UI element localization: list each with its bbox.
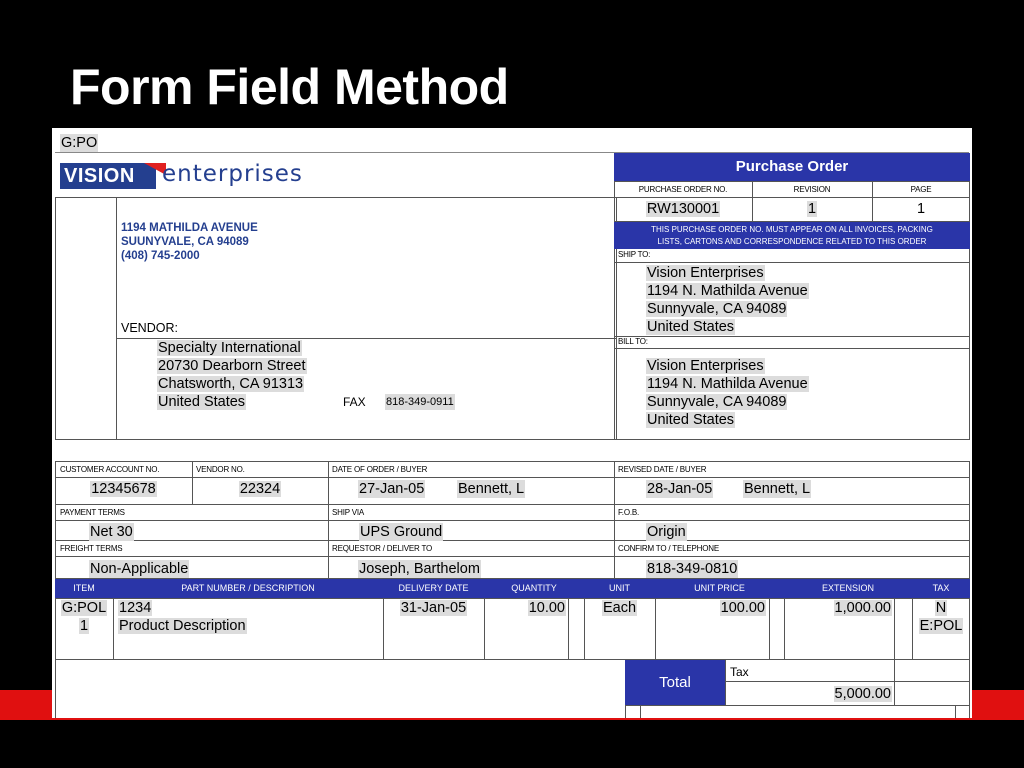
bill-to-label: BILL TO:	[618, 337, 648, 346]
requestor-field[interactable]: Joseph, Barthelom	[359, 561, 480, 577]
payment-terms-field[interactable]: Net 30	[90, 524, 133, 540]
ship-via-label: SHIP VIA	[332, 508, 365, 517]
vendor-label: VENDOR:	[121, 321, 178, 335]
tax-header: TAX	[932, 583, 950, 593]
total-value-field[interactable]: 5,000.00	[834, 686, 891, 702]
company-address: 1194 MATHILDA AVENUE SUUNYVALE, CA 94089 (408) 745-2000	[121, 222, 258, 262]
part-header: PART NUMBER / DESCRIPTION	[181, 583, 315, 593]
confirm-field[interactable]: 818-349-0810	[647, 561, 738, 577]
ship-to-country-field[interactable]: United States	[647, 319, 735, 335]
slide-title: Form Field Method	[70, 59, 509, 115]
item-cell	[55, 599, 113, 635]
tax-cell	[912, 599, 970, 635]
unit-field[interactable]: Each	[602, 600, 637, 616]
revision-field[interactable]: 1	[807, 201, 817, 217]
unit-price-field[interactable]: 100.00	[720, 600, 765, 616]
logo-enterprises: enterprises	[162, 161, 303, 187]
fax-label: FAX	[343, 395, 366, 409]
extension-header: EXTENSION	[821, 583, 874, 593]
vendor-address	[157, 339, 307, 411]
fax-field[interactable]: 818-349-0911	[386, 396, 454, 408]
requestor-label: REQUESTOR / DELIVER TO	[332, 544, 433, 553]
tax-code-field[interactable]: E:POL	[919, 618, 963, 634]
page-header: PAGE	[910, 185, 932, 194]
delivery-header: DELIVERY DATE	[398, 583, 469, 593]
po-notice: THIS PURCHASE ORDER NO. MUST APPEAR ON ALL INVOICES, PACKING LISTS, CARTONS AND CORRESPONDENCE RELATED TO THIS ORDER	[614, 222, 970, 249]
freight-terms-label: FREIGHT TERMS	[60, 544, 123, 553]
fob-field[interactable]: Origin	[647, 524, 686, 540]
bill-to-city-field[interactable]: Sunnyvale, CA 94089	[647, 394, 787, 410]
payment-terms-label: PAYMENT TERMS	[60, 508, 125, 517]
po-title: Purchase Order	[614, 153, 970, 181]
extension-field[interactable]: 1,000.00	[834, 600, 891, 616]
revised-date-field[interactable]: 28-Jan-05	[647, 481, 713, 497]
revision-header: REVISION	[793, 185, 831, 194]
ship-to-address	[646, 264, 809, 336]
order-buyer-field[interactable]: Bennett, L	[458, 481, 525, 497]
part-number-field[interactable]: 1234	[119, 600, 152, 616]
vendor-city-field[interactable]: Chatsworth, CA 91313	[158, 376, 304, 392]
ship-via-field[interactable]: UPS Ground	[360, 524, 443, 540]
vendor-no-field[interactable]: 22324	[239, 481, 281, 497]
customer-account-field[interactable]: 12345678	[91, 481, 156, 497]
ship-to-street-field[interactable]: 1194 N. Mathilda Avenue	[647, 283, 808, 299]
bill-to-name-field[interactable]: Vision Enterprises	[647, 358, 764, 374]
vendor-no-label: VENDOR NO.	[196, 465, 245, 474]
unit-header: UNIT	[609, 583, 630, 593]
page-field: 1	[916, 201, 926, 217]
vendor-street-field[interactable]: 20730 Dearborn Street	[158, 358, 306, 374]
tax-label: Tax	[730, 665, 749, 679]
purchase-order-form	[52, 128, 972, 718]
confirm-label: CONFIRM TO / TELEPHONE	[618, 544, 719, 553]
logo-vision: VISION	[60, 163, 156, 189]
ship-to-label: SHIP TO:	[618, 250, 651, 259]
revised-buyer-field[interactable]: Bennett, L	[744, 481, 811, 497]
ship-to-city-field[interactable]: Sunnyvale, CA 94089	[647, 301, 787, 317]
delivery-date-field[interactable]: 31-Jan-05	[400, 600, 467, 616]
form-tag[interactable]: G:PO	[61, 135, 98, 151]
item-header: ITEM	[73, 583, 95, 593]
ship-to-name-field[interactable]: Vision Enterprises	[647, 265, 764, 281]
vendor-name-field[interactable]: Specialty International	[158, 340, 301, 356]
fob-label: F.O.B.	[618, 508, 640, 517]
bill-to-address	[646, 357, 809, 429]
part-description-field[interactable]: Product Description	[119, 618, 246, 634]
item-code-field[interactable]: G:POL	[61, 600, 107, 616]
quantity-header: QUANTITY	[511, 583, 557, 593]
po-number-field[interactable]: RW130001	[646, 201, 720, 217]
revised-date-label: REVISED DATE / BUYER	[618, 465, 707, 474]
order-date-label: DATE OF ORDER / BUYER	[332, 465, 428, 474]
bill-to-country-field[interactable]: United States	[647, 412, 735, 428]
po-number-header: PURCHASE ORDER NO.	[638, 185, 728, 194]
vendor-country-field[interactable]: United States	[158, 394, 246, 410]
unit-price-header: UNIT PRICE	[694, 583, 745, 593]
total-label: Total	[625, 660, 725, 705]
tax-flag-field[interactable]: N	[935, 600, 947, 616]
item-number-field[interactable]: 1	[79, 618, 89, 634]
order-date-field[interactable]: 27-Jan-05	[359, 481, 425, 497]
bill-to-street-field[interactable]: 1194 N. Mathilda Avenue	[647, 376, 808, 392]
freight-terms-field[interactable]: Non-Applicable	[90, 561, 189, 577]
quantity-field[interactable]: 10.00	[528, 600, 565, 616]
part-cell	[118, 599, 247, 635]
customer-account-label: CUSTOMER ACCOUNT NO.	[60, 465, 160, 474]
